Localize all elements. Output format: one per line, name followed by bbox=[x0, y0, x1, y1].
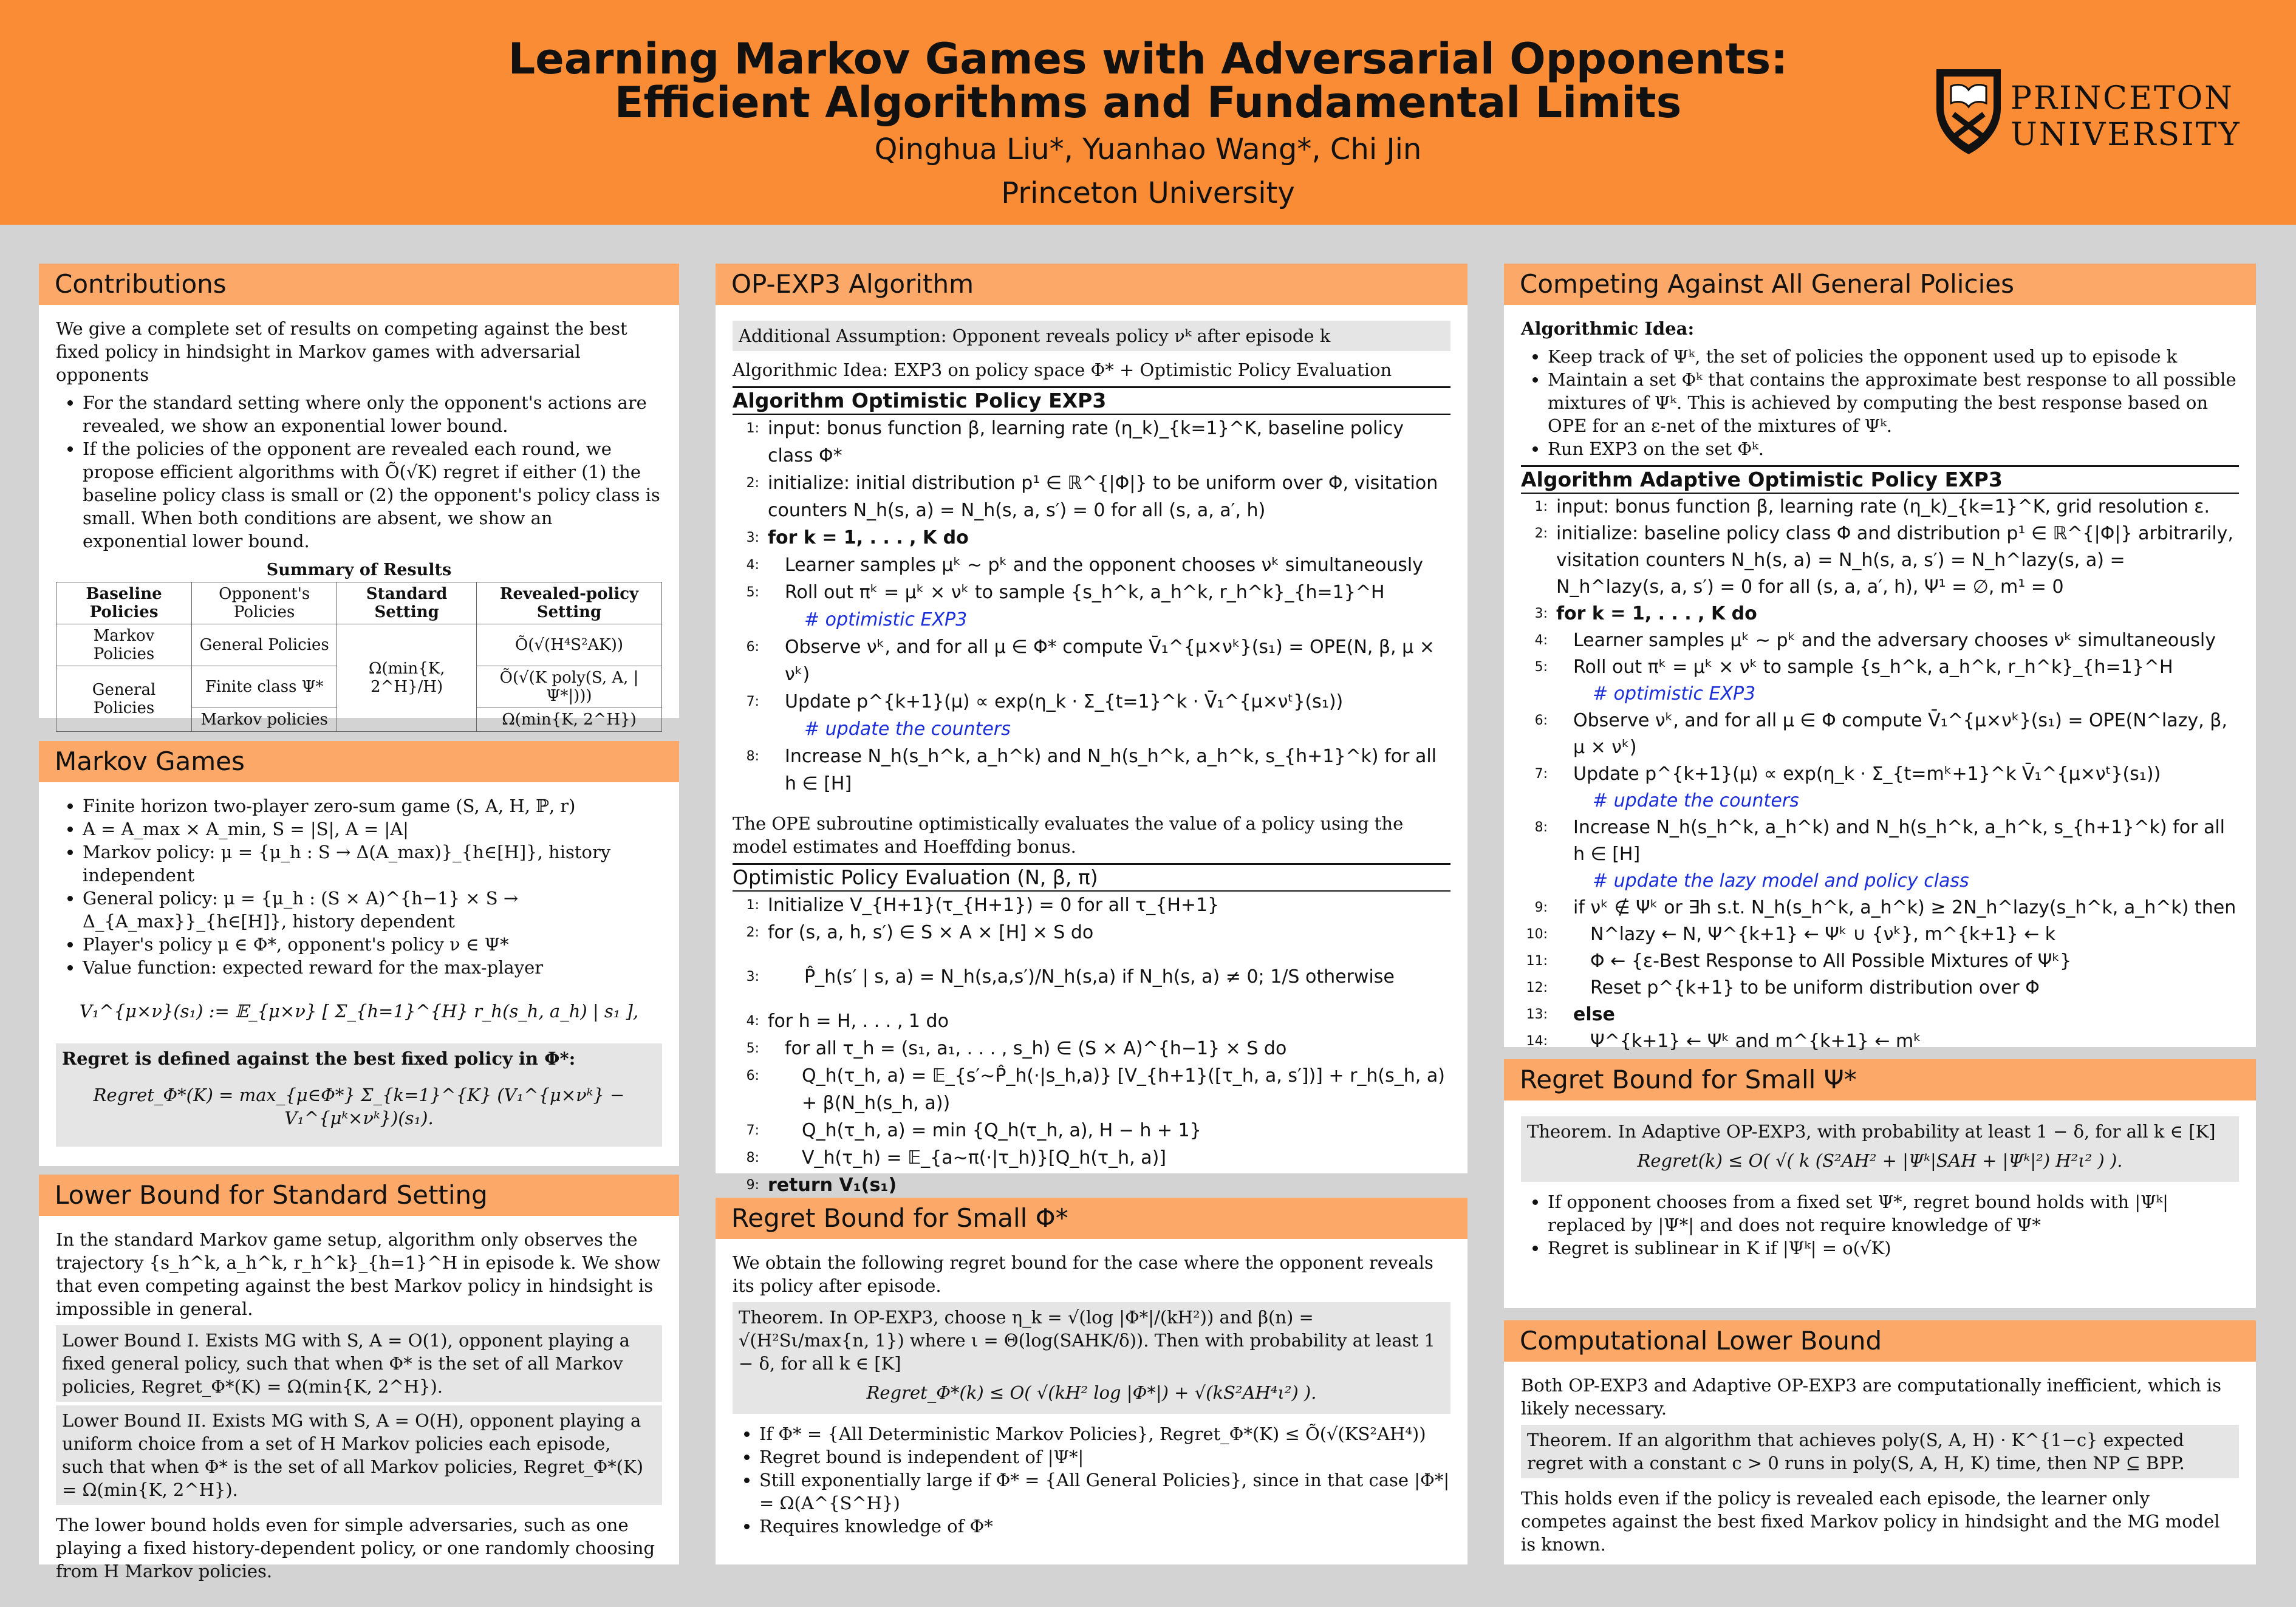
regret-small-phi-bullet-3: • Still exponentially large if Φ* = {All General Policies}, since in that case |Φ*| = Ω(A^{S^H}) bbox=[759, 1469, 1450, 1515]
affiliation: Princeton University bbox=[1001, 176, 1295, 210]
computational-lower-bound-panel bbox=[1504, 1320, 2256, 1564]
adaptive-algo-title: Algorithm Adaptive Optimistic Policy EXP3 bbox=[1521, 465, 2239, 494]
algo-comment: # update the counters bbox=[1593, 790, 1799, 811]
regret-small-psi-bullet-1: • If opponent chooses from a fixed set Ψ*, regret bound holds with |Ψᵏ| replaced by |Ψ*| and does not require knowledge of Ψ* bbox=[1548, 1190, 2239, 1237]
table-cell-standard-bound: Ω(min{K, 2^H}/H) bbox=[337, 624, 477, 732]
opexp3-panel bbox=[716, 264, 1467, 1196]
regret-small-psi-theorem-box bbox=[1521, 1116, 2239, 1182]
contributions-bullet-2: • If the policies of the opponent are revealed each round, we propose efficient algorithms with Õ(√K) regret if either (1) the baseline policy class is small or (2) the opponent's policy class is small. When both conditions are absent, we show an exponential lower bound. bbox=[83, 437, 662, 553]
ope-line: Q_h(τ_h, a) = 𝔼_{s′∼P̂_h(·|s_h,a)} [V_{h+1}([τ_h, a, s′])] + r_h(s_h, a) + β(N_h(s_h, a)) bbox=[802, 1065, 1445, 1114]
op-exp3-algo-title: Algorithm Optimistic Policy EXP3 bbox=[733, 386, 1450, 415]
adaptive-line: Ψ^{k+1} ← Ψᵏ and m^{k+1} ← mᵏ bbox=[1590, 1031, 1921, 1052]
algo-comment: # optimistic EXP3 bbox=[1593, 683, 1756, 705]
poster-title-line2: Efficient Algorithms and Fundamental Limits bbox=[614, 78, 1682, 128]
markov-games-panel bbox=[39, 741, 679, 1166]
contributions-bullet-1: • For the standard setting where only the opponent's actions are revealed, we show an exponential lower bound. bbox=[83, 391, 662, 437]
competing-panel bbox=[1504, 264, 2256, 1052]
value-function-equation: V₁^{μ×ν}(s₁) := 𝔼_{μ×ν} [ Σ_{h=1}^{H} r_h(s_h, a_h) | s₁ ], bbox=[79, 1001, 639, 1022]
summary-table-caption: Summary of Results bbox=[266, 561, 452, 579]
computational-lower-bound-heading: Computational Lower Bound bbox=[1504, 1320, 2256, 1362]
algo-comment: # update the counters bbox=[804, 718, 1011, 740]
regret-small-psi-equation: Regret(k) ≤ O( √( k (S²AH² + |Ψᵏ|SAH + |Ψᵏ|²) H²ι² ) ). bbox=[1637, 1150, 2123, 1171]
algo-line: Observe νᵏ, and for all μ ∈ Φ* compute V̄₁^{μ×νᵏ}(s₁) = OPE(N, β, μ × νᵏ) bbox=[785, 636, 1435, 685]
regret-small-psi-heading: Regret Bound for Small Ψ* bbox=[1504, 1059, 2256, 1100]
competing-bullet-2: • Maintain a set Φᵏ that contains the approximate best response to all possible mixtures of Ψᵏ. This is achieved by computing the best response based on OPE for an ε-net of the mixtures of Ψᵏ. bbox=[1548, 368, 2239, 437]
markov-games-heading: Markov Games bbox=[39, 741, 679, 782]
computational-theorem: Theorem. If an algorithm that achieves poly(S, A, H) · K^{1−c} expected regret with a constant c > 0 runs in poly(S, A, H, K) time, then NP ⊆ BPP. bbox=[1521, 1425, 2239, 1478]
markov-bullet-1: • Finite horizon two-player zero-sum game (S, A, H, ℙ, r) bbox=[83, 794, 662, 817]
ope-line: Q_h(τ_h, a) = min {Q_h(τ_h, a), H − h + 1} bbox=[802, 1120, 1201, 1141]
adaptive-line: Roll out πᵏ = μᵏ × νᵏ to sample {s_h^k, a_h^k, r_h^k}_{h=1}^H bbox=[1573, 657, 2173, 678]
regret-definition-box bbox=[56, 1043, 662, 1147]
table-header-baseline: Baseline Policies bbox=[56, 582, 192, 624]
adaptive-line: if νᵏ ∉ Ψᵏ or ∃h s.t. N_h(s_h^k, a_h^k) ≥ 2N_h^lazy(s_h^k, a_h^k) then bbox=[1573, 897, 2236, 918]
lower-bound-panel bbox=[39, 1175, 679, 1581]
poster-header bbox=[0, 0, 2296, 225]
ope-line: P̂_h(s′ | s, a) = N_h(s,a,s′)/N_h(s,a) if N_h(s, a) ≠ 0; 1/S otherwise bbox=[804, 966, 1395, 988]
contributions-intro: We give a complete set of results on competing against the best fixed policy in hindsight in Markov games with adversarial opponents bbox=[56, 318, 627, 385]
regret-small-phi-equation: Regret_Φ*(k) ≤ O( √(kH² log |Φ*|) + √(kS²AH⁴ι²) ). bbox=[866, 1382, 1317, 1403]
markov-bullet-2: • A = A_max × A_min, S = |S|, A = |A| bbox=[83, 817, 662, 841]
ope-line: for (s, a, h, s′) ∈ S × A × [H] × S do bbox=[768, 922, 1094, 943]
regret-small-phi-heading: Regret Bound for Small Φ* bbox=[716, 1198, 1467, 1239]
adaptive-line: input: bonus function β, learning rate (η_k)_{k=1}^K, grid resolution ε. bbox=[1556, 496, 2210, 517]
regret-small-phi-theorem: Theorem. In OP-EXP3, choose η_k = √(log |Φ*|/(kH²)) and β(n) = √(H²Sι/max{n, 1}) where ι = Θ(log(SAHK/δ)). Then with probability at least 1 − δ, for all k ∈ [K] bbox=[739, 1307, 1435, 1374]
competing-heading: Competing Against All General Policies bbox=[1504, 264, 2256, 305]
regret-small-phi-panel bbox=[716, 1198, 1467, 1564]
table-cell-general-baseline: General Policies bbox=[56, 666, 192, 732]
table-header-opponent: Opponent's Policies bbox=[192, 582, 337, 624]
markov-bullet-4: • General policy: μ = {μ_h : (S × A)^{h−1} × S → Δ_{A_max}}_{h∈[H]}, history dependent bbox=[83, 887, 662, 933]
additional-assumption: Additional Assumption: Opponent reveals policy νᵏ after episode k bbox=[733, 321, 1450, 351]
table-cell-finite-class: Finite class Ψ* bbox=[192, 666, 337, 708]
regret-small-psi-panel bbox=[1504, 1059, 2256, 1308]
algorithmic-idea: Algorithmic Idea: EXP3 on policy space Φ* + Optimistic Policy Evaluation bbox=[733, 360, 1392, 380]
adaptive-line: initialize: baseline policy class Φ and distribution p¹ ∈ ℝ^{|Φ|} arbitrarily, visitation counters N_h(s, a) = N_h(s, a, s′) = N_h^lazy(s, a) = N_h^lazy(s, a, s′) = 0 for all (s, a, a′, h), Ψ¹ = ∅, m¹ = 0 bbox=[1556, 523, 2233, 598]
lower-bound-1: Lower Bound I. Exists MG with S, A = O(1), opponent playing a fixed general policy, such that when Φ* is the set of all Markov policies, Regret_Φ*(K) = Ω(min{K, 2^H}). bbox=[56, 1325, 662, 1402]
table-cell-revealed-3: Ω(min{K, 2^H}) bbox=[477, 708, 662, 732]
table-header-revealed: Revealed-policy Setting bbox=[477, 582, 662, 624]
regret-small-psi-theorem: Theorem. In Adaptive OP-EXP3, with probability at least 1 − δ, for all k ∈ [K] bbox=[1527, 1121, 2216, 1142]
logo-text-princeton: PRINCETON bbox=[2011, 80, 2234, 117]
markov-bullet-6: • Value function: expected reward for the max-player bbox=[83, 956, 662, 979]
computational-p2: This holds even if the policy is revealed each episode, the learner only competes against the best fixed Markov policy in hindsight and the MG model is known. bbox=[1521, 1488, 2220, 1555]
markov-bullet-5: • Player's policy μ ∈ Φ*, opponent's policy ν ∈ Ψ* bbox=[83, 933, 662, 956]
ope-algorithm: 1: Initialize V_{H+1}(τ_{H+1}) = 0 for all τ_{H+1} 2: for (s, a, h, s′) ∈ S × A × [H] × S do 3: P̂_h(s′ | s, a) = N_h(s,a,s′)/N_h(s,a) if N_h(s, a) ≠ 0; 1/S otherwise 4: for h = H, . . . , 1 do 5: for all τ_h = (s₁, a₁, . . . , s_h) ∈ (S × A)^{h−1} × S do 6: Q_h(τ_h, a) = 𝔼_{s′∼P̂_h(·|s_h,a)} [V_{h+1}([τ_h, a, s′])] + r_h(s_h, a) + β(N_h(s_h, a)) 7: Q_h(τ_h, a) = min {Q_h(τ_h, a), H − h + 1} 8: V_h(τ_h) = 𝔼_{a∼π(·|τ_h)}[Q_h(τ_h, a)] 9: return V₁(s₁) bbox=[733, 892, 1450, 1199]
markov-bullet-3: • Markov policy: μ = {μ_h : S → Δ(A_max)}_{h∈[H]}, history independent bbox=[83, 841, 662, 887]
regret-small-phi-bullet-4: • Requires knowledge of Φ* bbox=[759, 1515, 1450, 1538]
table-cell-revealed-1: Õ(√(H⁴S²AK)) bbox=[477, 624, 662, 666]
table-cell-revealed-2: Õ(√(K poly(S, A, |Ψ*|))) bbox=[477, 666, 662, 708]
lower-bound-intro: In the standard Markov game setup, algorithm only observes the trajectory {s_h^k, a_h^k, r_h^k}_{h=1}^H in episode k. We show that even competing against the best Markov policy in hindsight is impossible in general. bbox=[56, 1229, 661, 1319]
regret-small-phi-bullet-1: • If Φ* = {All Deterministic Markov Policies}, Regret_Φ*(K) ≤ Õ(√(KS²AH⁴)) bbox=[759, 1422, 1450, 1445]
algo-comment: # update the lazy model and policy class bbox=[1593, 870, 1969, 892]
table-header-standard: Standard Setting bbox=[337, 582, 477, 624]
op-exp3-algorithm: 1: input: bonus function β, learning rate (η_k)_{k=1}^K, baseline policy class Φ* 2: initialize: initial distribution p¹ ∈ ℝ^{|Φ|} to be uniform over Φ, visitation counters N_h(s, a) = N_h(s, a, s′) = 0 for all (s, a, a′, h) 3: for k = 1, . . . , K do 4: Learner samples μᵏ ∼ pᵏ and the opponent chooses νᵏ simultaneously 5: Roll out πᵏ = μᵏ × νᵏ to sample {s_h^k, a_h^k, r_h^k}_{h=1}^H # optimistic EXP3 6: Observe νᵏ, and for all μ ∈ Φ* compute V̄₁^{μ×νᵏ}(s₁) = OPE(N, β, μ × νᵏ) 7: Update p^{k+1}(μ) ∝ exp(η_k · Σ_{t=1}^k · V̄₁^{μ×νᵗ}(s₁)) # update the counters 8: Increase N_h(s_h^k, a_h^k) and N_h(s_h^k, a_h^k, s_{h+1}^k) for all h ∈ [H] bbox=[733, 415, 1450, 797]
adaptive-line: Increase N_h(s_h^k, a_h^k) and N_h(s_h^k, a_h^k, s_{h+1}^k) for all h ∈ [H] bbox=[1573, 817, 2225, 865]
adaptive-line: else bbox=[1573, 1004, 1615, 1025]
princeton-logo bbox=[1933, 66, 2241, 163]
shield-icon bbox=[1933, 66, 2004, 157]
table-cell-general-policies: General Policies bbox=[192, 624, 337, 666]
adaptive-line: Φ ← {ε-Best Response to All Possible Mixtures of Ψᵏ} bbox=[1590, 950, 2072, 972]
algo-line: Learner samples μᵏ ∼ pᵏ and the opponent chooses νᵏ simultaneously bbox=[785, 554, 1423, 576]
adaptive-line: Observe νᵏ, and for all μ ∈ Φ compute V̄₁^{μ×νᵏ}(s₁) = OPE(N^lazy, β, μ × νᵏ) bbox=[1573, 710, 2227, 758]
contributions-panel bbox=[39, 264, 679, 729]
algo-line: input: bonus function β, learning rate (η_k)_{k=1}^K, baseline policy class Φ* bbox=[768, 418, 1404, 466]
algo-line: initialize: initial distribution p¹ ∈ ℝ^{|Φ|} to be uniform over Φ, visitation counters N_h(s, a) = N_h(s, a, s′) = 0 for all (s, a, a′, h) bbox=[768, 473, 1438, 521]
adaptive-line: Learner samples μᵏ ∼ pᵏ and the adversary chooses νᵏ simultaneously bbox=[1573, 630, 2216, 651]
algo-line: for k = 1, . . . , K do bbox=[768, 527, 969, 548]
algo-line: Roll out πᵏ = μᵏ × νᵏ to sample {s_h^k, a_h^k, r_h^k}_{h=1}^H bbox=[785, 582, 1385, 603]
competing-bullet-3: • Run EXP3 on the set Φᵏ. bbox=[1548, 437, 2239, 460]
adaptive-line: N^lazy ← N, Ψ^{k+1} ← Ψᵏ ∪ {νᵏ}, m^{k+1} ← k bbox=[1590, 924, 2056, 945]
adaptive-algorithm: 1: input: bonus function β, learning rate (η_k)_{k=1}^K, grid resolution ε. 2: initialize: baseline policy class Φ and distribution p¹ ∈ ℝ^{|Φ|} arbitrarily, visitation counters N_h(s, a) = N_h(s, a, s′) = N_h^lazy(s, a) = N_h^lazy(s, a, s′) = 0 for all (s, a, a′, h), Ψ¹ = ∅, m¹ = 0 3: for k = 1, . . . , K do 4: Learner samples μᵏ ∼ pᵏ and the adversary chooses νᵏ simultaneously 5: Roll out πᵏ = μᵏ × νᵏ to sample {s_h^k, a_h^k, r_h^k}_{h=1}^H # optimistic EXP3 6: Observe νᵏ, and for all μ ∈ Φ compute V̄₁^{μ×νᵏ}(s₁) = OPE(N^lazy, β, μ × νᵏ) 7: Update p^{k+1}(μ) ∝ exp(η_k · Σ_{t=mᵏ+1}^k V̄₁^{μ×νᵗ}(s₁)) # update the counters 8: Increase N_h(s_h^k, a_h^k) and N_h(s_h^k, a_h^k, s_{h+1}^k) for all h ∈ [H] # update the lazy model and policy class 9: if νᵏ ∉ Ψᵏ or ∃h s.t. N_h(s_h^k, a_h^k) ≥ 2N_h^lazy(s_h^k, a_h^k) then 10: N^lazy ← N, Ψ^{k+1} ← Ψᵏ ∪ {νᵏ}, m^{k+1} ← k 11: Φ ← {ε-Best Response to All Possible Mixtures of Ψᵏ} 12: Reset p^{k+1} to be uniform distribution over Φ 13: else 14: Ψ^{k+1} ← Ψᵏ and m^{k+1} ← mᵏ bbox=[1521, 494, 2239, 1055]
ope-line: for all τ_h = (s₁, a₁, . . . , s_h) ∈ (S × A)^{h−1} × S do bbox=[785, 1038, 1287, 1059]
ope-line: V_h(τ_h) = 𝔼_{a∼π(·|τ_h)}[Q_h(τ_h, a)] bbox=[802, 1147, 1166, 1169]
lower-bound-2: Lower Bound II. Exists MG with S, A = O(H), opponent playing a uniform choice from a set of H Markov policies each episode, such that when Φ* is the set of all Markov policies, Regret_Φ*(K) = Ω(min{K, 2^H}). bbox=[56, 1405, 662, 1505]
lower-bound-outro: The lower bound holds even for simple adversaries, such as one playing a fixed history-dependent policy, or one randomly choosing from H Markov policies. bbox=[56, 1515, 655, 1581]
competing-bullet-1: • Keep track of Ψᵏ, the set of policies the opponent used up to episode k bbox=[1548, 345, 2239, 368]
summary-table bbox=[56, 582, 662, 732]
ope-line: Initialize V_{H+1}(τ_{H+1}) = 0 for all τ_{H+1} bbox=[768, 895, 1220, 916]
contributions-heading: Contributions bbox=[39, 264, 679, 305]
ope-line: for h = H, . . . , 1 do bbox=[768, 1011, 949, 1032]
table-cell-markov-opp: Markov policies bbox=[192, 708, 337, 732]
ope-title: Optimistic Policy Evaluation (N, β, π) bbox=[733, 863, 1450, 892]
table-cell-markov-policies: Markov Policies bbox=[56, 624, 192, 666]
regret-definition-text: Regret is defined against the best fixed policy in Φ*: bbox=[62, 1048, 576, 1069]
poster-title-line1: Learning Markov Games with Adversarial Opponents: bbox=[508, 34, 1788, 84]
regret-small-phi-bullet-2: • Regret bound is independent of |Ψ*| bbox=[759, 1445, 1450, 1469]
ope-description: The OPE subroutine optimistically evaluates the value of a policy using the model estimates and Hoeffding bonus. bbox=[733, 813, 1404, 857]
regret-small-phi-theorem-box bbox=[733, 1302, 1450, 1414]
authors: Qinghua Liu*, Yuanhao Wang*, Chi Jin bbox=[874, 132, 1422, 166]
lower-bound-heading: Lower Bound for Standard Setting bbox=[39, 1175, 679, 1216]
competing-idea-label: Algorithmic Idea: bbox=[1521, 318, 1695, 339]
regret-small-phi-intro: We obtain the following regret bound for the case where the opponent reveals its policy after episode. bbox=[733, 1252, 1433, 1296]
computational-p1: Both OP-EXP3 and Adaptive OP-EXP3 are computationally inefficient, which is likely necessary. bbox=[1521, 1375, 2222, 1419]
algo-line: Update p^{k+1}(μ) ∝ exp(η_k · Σ_{t=1}^k · V̄₁^{μ×νᵗ}(s₁)) bbox=[785, 691, 1344, 712]
regret-small-psi-bullet-2: • Regret is sublinear in K if |Ψᵏ| = o(√K) bbox=[1548, 1237, 2239, 1260]
opexp3-heading: OP-EXP3 Algorithm bbox=[716, 264, 1467, 305]
adaptive-line: Reset p^{k+1} to be uniform distribution over Φ bbox=[1590, 977, 2040, 998]
adaptive-line: Update p^{k+1}(μ) ∝ exp(η_k · Σ_{t=mᵏ+1}^k V̄₁^{μ×νᵗ}(s₁)) bbox=[1573, 763, 2161, 785]
algo-line: Increase N_h(s_h^k, a_h^k) and N_h(s_h^k, a_h^k, s_{h+1}^k) for all h ∈ [H] bbox=[785, 746, 1437, 794]
algo-comment: # optimistic EXP3 bbox=[804, 609, 968, 630]
logo-text-university: UNIVERSITY bbox=[2011, 117, 2241, 153]
regret-equation: Regret_Φ*(K) = max_{μ∈Φ*} Σ_{k=1}^{K} (V₁^{μ×νᵏ} − V₁^{μᵏ×νᵏ})(s₁). bbox=[93, 1085, 625, 1128]
adaptive-line: for k = 1, . . . , K do bbox=[1556, 603, 1757, 624]
ope-line: return V₁(s₁) bbox=[768, 1175, 897, 1196]
